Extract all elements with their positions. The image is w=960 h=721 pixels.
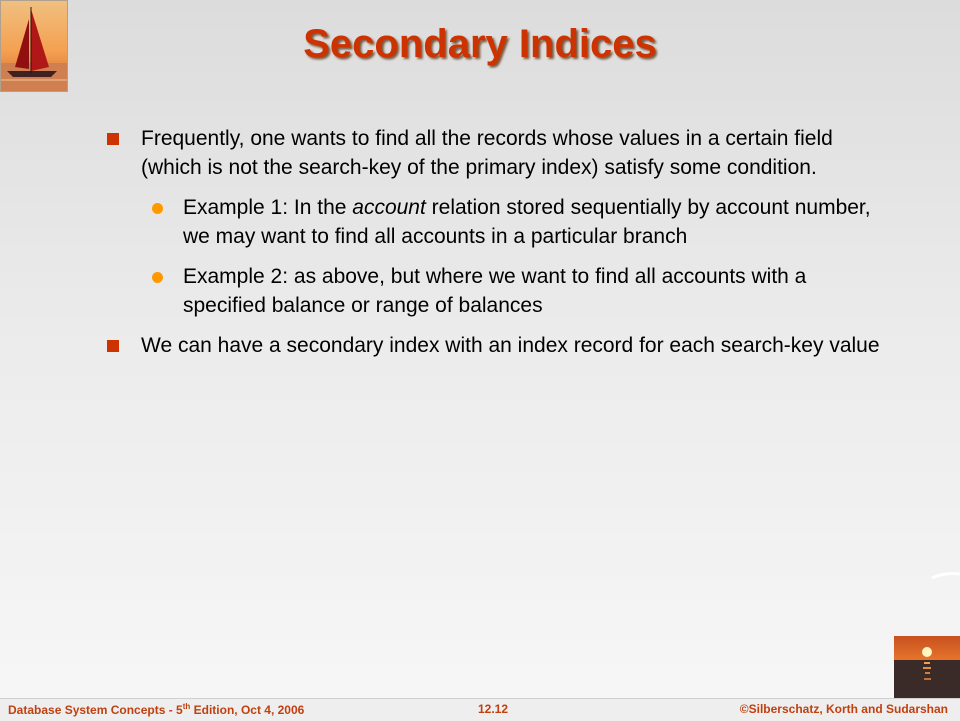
footer-book-info	[8, 702, 304, 717]
copyright: ©Silberschatz, Korth and Sudarshan	[739, 702, 948, 716]
sunset-sea-image	[894, 636, 960, 700]
sub-bullet-item	[105, 262, 885, 320]
decorative-swoosh	[930, 568, 960, 588]
sub-bullet-text: Example 1: In the	[183, 196, 353, 219]
bullet-item	[105, 331, 885, 360]
bullet-text: We can have a secondary index with an index record for each search-key value	[141, 334, 880, 357]
bullet-item	[105, 124, 885, 182]
footer-text: Database System Concepts - 5	[8, 703, 183, 717]
sub-bullet-text: Example 2: as above, but where we want to find all accounts with a specified balance or range of balances	[183, 265, 807, 317]
emphasized-term: account	[352, 196, 426, 219]
footer-text: Edition, Oct 4, 2006	[190, 703, 305, 717]
footer-sup: th	[182, 702, 191, 711]
bullet-text: Frequently, one wants to find all the records whose values in a certain field (which is not the search-key of the primary index) satisfy some condition.	[141, 127, 833, 179]
sub-bullet-item	[105, 193, 885, 251]
sub-bullet-text: relation stored sequentially by account number, we may want to find all accounts in a particular branch	[183, 196, 871, 248]
slide-content	[105, 124, 885, 371]
slide-footer	[0, 698, 960, 721]
slide-title: Secondary Indices	[303, 22, 657, 66]
page-number: 12.12	[478, 702, 509, 716]
